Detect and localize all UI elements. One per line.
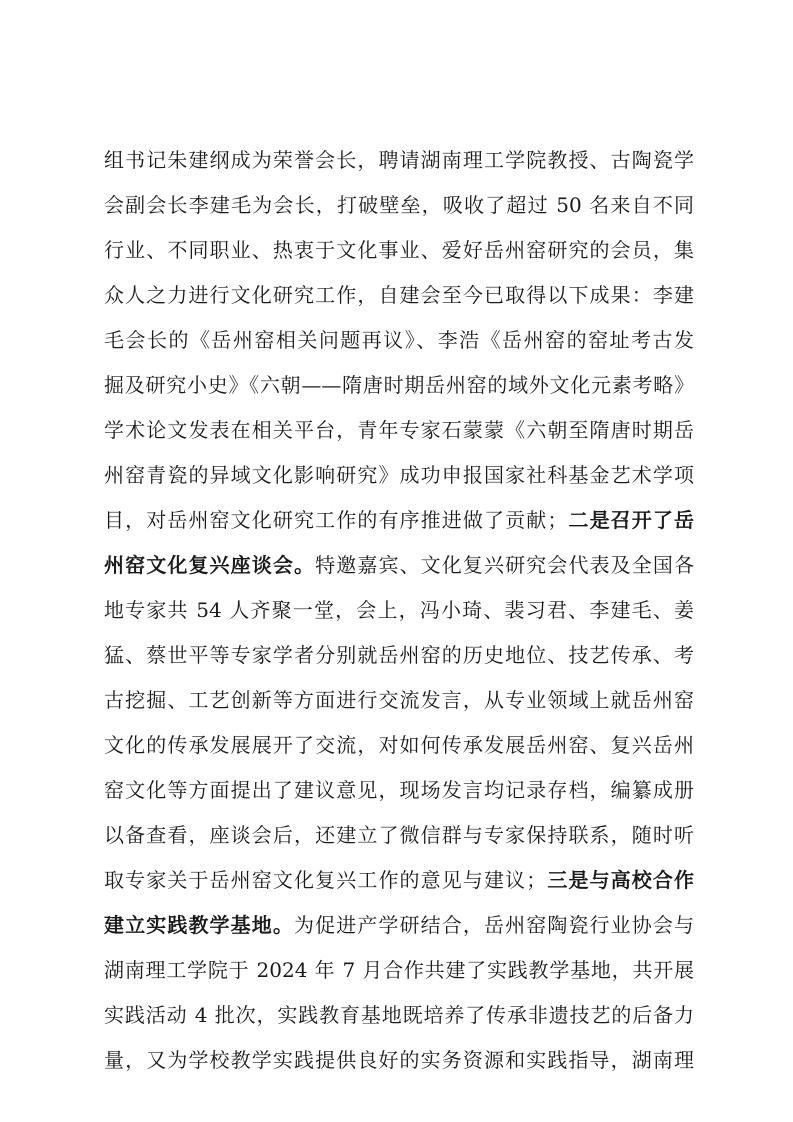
text-segment: 取专家关于岳州窑文化复兴工作的意见与建议； bbox=[104, 868, 547, 892]
text-line: 窑文化等方面提出了建议意见，现场发言均记录存档，编纂成册 bbox=[104, 778, 694, 802]
text-line: 众人之力进行文化研究工作，自建会至今已取得以下成果：李建 bbox=[104, 283, 694, 307]
bold-heading-segment: 三是与高校合作 bbox=[546, 868, 695, 892]
bold-heading-segment: 建立实践教学基地。 bbox=[104, 913, 294, 937]
text-segment: 特邀嘉宾、文化复兴研究会代表及全国各 bbox=[315, 553, 695, 577]
text-line bbox=[104, 866, 694, 894]
text-line: 文化的传承发展展开了交流，对如何传承发展岳州窑、复兴岳州 bbox=[104, 733, 694, 757]
text-line: 量，又为学校教学实践提供良好的实务资源和实践指导，湖南理 bbox=[104, 1048, 694, 1072]
text-line bbox=[104, 911, 694, 939]
text-line: 地专家共 54 人齐聚一堂，会上，冯小琦、裴习君、李建毛、姜 bbox=[104, 598, 694, 622]
bold-heading-segment: 州窑文化复兴座谈会。 bbox=[104, 553, 316, 577]
text-line bbox=[104, 551, 694, 579]
text-line: 州窑青瓷的异域文化影响研究》成功申报国家社科基金艺术学项 bbox=[104, 463, 694, 487]
text-line: 猛、蔡世平等专家学者分别就岳州窑的历史地位、技艺传承、考 bbox=[104, 643, 694, 667]
text-segment: 目，对岳州窑文化研究工作的有序推进做了贡献； bbox=[104, 508, 568, 532]
text-line: 学术论文发表在相关平台，青年专家石蒙蒙《六朝至隋唐时期岳 bbox=[104, 418, 694, 442]
text-line: 毛会长的《岳州窑相关问题再议》、李浩《岳州窑的窑址考古发 bbox=[104, 328, 694, 352]
bold-heading-segment: 二是召开了岳 bbox=[567, 508, 695, 532]
text-line: 行业、不同职业、热衷于文化事业、爱好岳州窑研究的会员，集 bbox=[104, 238, 694, 262]
text-line: 以备查看，座谈会后，还建立了微信群与专家保持联系，随时听 bbox=[104, 823, 694, 847]
text-segment: 为促进产学研结合，岳州窑陶瓷行业协会与 bbox=[294, 913, 694, 937]
text-line: 古挖掘、工艺创新等方面进行交流发言，从专业领域上就岳州窑 bbox=[104, 688, 694, 712]
text-line: 会副会长李建毛为会长，打破壁垒，吸收了超过 50 名来自不同 bbox=[104, 193, 694, 217]
text-line: 组书记朱建纲成为荣誉会长，聘请湖南理工学院教授、古陶瓷学 bbox=[104, 148, 694, 172]
text-line: 实践活动 4 批次，实践教育基地既培养了传承非遗技艺的后备力 bbox=[104, 1003, 694, 1027]
text-line: 掘及研究小史》《六朝——隋唐时期岳州窑的域外文化元素考略》 bbox=[104, 373, 694, 397]
text-line bbox=[104, 506, 694, 534]
text-line: 湖南理工学院于 2024 年 7 月合作共建了实践教学基地，共开展 bbox=[104, 958, 694, 982]
